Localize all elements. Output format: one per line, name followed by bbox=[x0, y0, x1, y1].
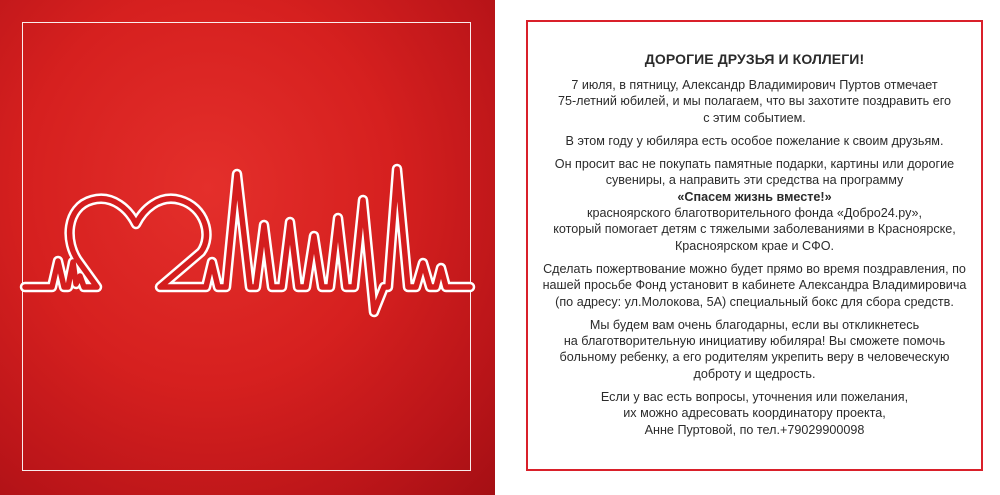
paragraph-program bbox=[540, 156, 969, 254]
paragraph-gratitude bbox=[540, 317, 969, 382]
text-line: Он просит вас не покупать памятные подарки, картины или дорогие bbox=[554, 157, 955, 172]
letter-title: ДОРОГИЕ ДРУЗЬЯ И КОЛЛЕГИ! bbox=[644, 51, 865, 67]
contact-phone: Анне Пуртовой, по тел.+79029900098 bbox=[644, 422, 865, 437]
paragraph-donation bbox=[540, 261, 969, 310]
text-line: их можно адресовать координатору проекта, bbox=[623, 406, 886, 421]
paragraph-contact bbox=[540, 389, 969, 438]
text-line: 75-летний юбилей, и мы полагаем, что вы захотите поздравить его bbox=[557, 94, 952, 109]
right-panel bbox=[505, 0, 1000, 495]
text-line: В этом году у юбиляра есть особое пожелание к своим друзьям. bbox=[565, 133, 944, 148]
left-panel bbox=[0, 0, 495, 495]
text-line: Красноярском крае и СФО. bbox=[674, 238, 835, 253]
text-line: Сделать пожертвование можно будет прямо во время поздравления, по bbox=[543, 261, 966, 276]
text-line: на благотворительную инициативу юбиляра! Вы сможете помочь bbox=[563, 334, 946, 349]
text-line: 7 июля, в пятницу, Александр Владимирович Пуртов отмечает bbox=[571, 78, 938, 92]
text-line: больному ребенку, а его родителям укрепить веру в человеческую bbox=[559, 350, 950, 365]
invitation-letter bbox=[526, 20, 983, 471]
paragraph-wish bbox=[540, 133, 969, 149]
heart-ekg-icon bbox=[0, 0, 495, 495]
text-line: с этим событием. bbox=[703, 110, 806, 125]
text-line: сувениры, а направить эти средства на программу bbox=[605, 173, 904, 188]
text-line: Если у вас есть вопросы, уточнения или пожелания, bbox=[600, 390, 909, 405]
text-line: Мы будем вам очень благодарны, если вы откликнетесь bbox=[589, 317, 920, 332]
text-line: нашей просьбе Фонд установит в кабинете Александра Владимировича bbox=[542, 278, 967, 293]
program-name: «Спасем жизнь вместе!» bbox=[677, 189, 832, 204]
text-line: (по адресу: ул.Молокова, 5А) специальный бокс для сбора средств. bbox=[555, 294, 954, 309]
text-line: доброту и щедрость. bbox=[693, 366, 816, 381]
panel-divider bbox=[495, 0, 505, 495]
text-line: который помогает детям с тяжелыми заболеваниями в Красноярске, bbox=[553, 222, 956, 237]
text-line: красноярского благотворительного фонда «Добро24.ру», bbox=[586, 206, 923, 221]
paragraph-announcement bbox=[540, 77, 969, 126]
